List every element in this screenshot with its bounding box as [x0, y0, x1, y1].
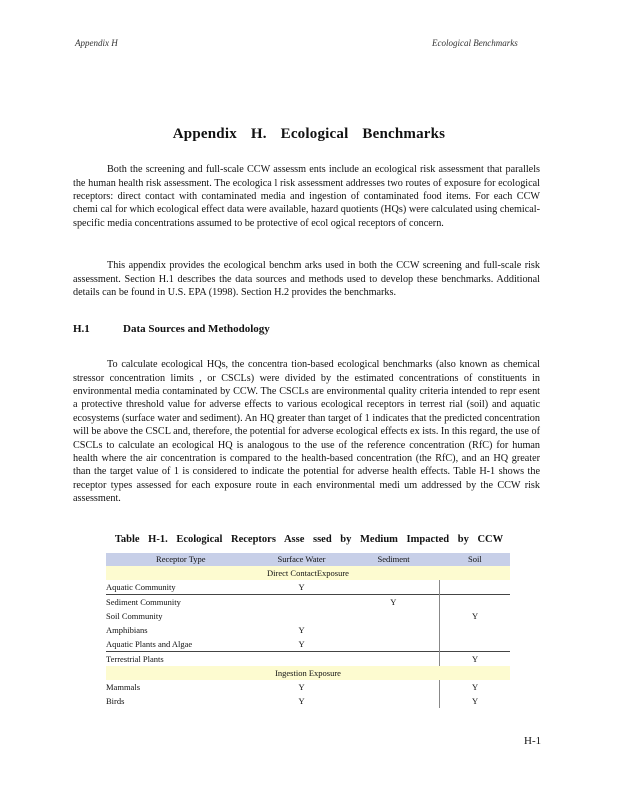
surface-water-cell: [256, 595, 348, 610]
surface-water-cell: [256, 652, 348, 667]
table-row: [106, 595, 510, 610]
sediment-cell: [347, 694, 439, 708]
soil-cell: Y: [440, 680, 510, 694]
running-header-right: Ecological Benchmarks: [432, 38, 518, 48]
sediment-cell: Y: [347, 595, 439, 610]
receptor-table: [106, 553, 510, 708]
table-row: [106, 580, 510, 595]
soil-cell: [440, 637, 510, 652]
table-row: [106, 623, 510, 637]
group-row: [106, 566, 510, 580]
table-row: [106, 680, 510, 694]
sediment-cell: [347, 680, 439, 694]
table-row: [106, 609, 510, 623]
soil-cell: Y: [440, 652, 510, 667]
methodology-paragraph: To calculate ecological HQs, the concentra tion-based ecological benchmarks (also known as chemical stressor concentration limits , or CSCLs) were divided by the estimated concentrations of constituents in environmental media contaminated by CCW. The CSCLs are environmental quality criteria intended to repr esent a protective threshold value for adverse effects to various ecological receptors in terrest rial (soil) and aquatic ecosystems (surface water and sediment). An HQ greater than target of 1 indicates that the predicted concentration will be above the CSCL and, therefore, the potential for adverse ecological effects ex ists. In this regard, the use of CSCLs to calculate an ecological HQ is analogous to the use of the reference concentration (RfC) for human health where the air concentration is compared to the health-based concentration (the RfC), and an HQ greater than the target value of 1 is considered to indicate the potential for adverse health effects. Table H-1 shows the receptor types assessed for each exposure route in each environmental medi um addressed by the CCW risk assessment.: [73, 359, 540, 505]
sediment-cell: [347, 637, 439, 652]
sediment-cell: [347, 652, 439, 667]
receptor-name: Aquatic Plants and Algae: [106, 639, 193, 649]
column-header: Surface Water: [256, 553, 348, 566]
surface-water-cell: Y: [298, 582, 305, 592]
column-header: Sediment: [347, 553, 439, 566]
sediment-cell: [347, 580, 439, 595]
section-title: Data Sources and Methodology: [123, 323, 270, 335]
table-row: [106, 637, 510, 652]
scope-paragraph: This appendix provides the ecological benchm arks used in both the CCW screening and full-scale risk assessment. Section H.1 describes the data sources and methods used to develop these benchmarks. Additional details can be found in U.S. EPA (1998). Section H.2 provides the benchmarks.: [73, 260, 540, 298]
table-row: [106, 652, 510, 667]
receptor-name: Birds: [106, 696, 125, 706]
soil-cell: Y: [440, 694, 510, 708]
receptor-name: Amphibians: [106, 625, 148, 635]
intro-paragraph: Both the screening and full-scale CCW assessm ents include an ecological risk assessment that parallels the human health risk assessment. The ecologica l risk assessment addresses two routes of exposure for ecological receptors: direct contact with contaminated media and ingestion of contaminated food items. For each CCW chemi cal for which ecological effect data were available, hazard quotients (HQs) were calculated using chemical-specific media concentrations assumed to be protective of ecol ogical receptors of concern.: [73, 164, 540, 229]
group-label: Ingestion Exposure: [106, 666, 510, 680]
surface-water-cell: Y: [298, 696, 305, 706]
receptor-name: Soil Community: [106, 611, 163, 621]
receptor-name: Mammals: [106, 682, 140, 692]
group-row: [106, 666, 510, 680]
page-number: H-1: [524, 735, 542, 747]
soil-cell: Y: [440, 609, 510, 623]
group-label: Direct ContactExposure: [106, 566, 510, 580]
surface-water-cell: [256, 609, 348, 623]
section-heading: [73, 323, 270, 335]
receptor-name: Terrestrial Plants: [106, 652, 256, 667]
surface-water-cell: Y: [298, 625, 305, 635]
soil-cell: [440, 595, 510, 610]
soil-cell: [440, 580, 510, 595]
surface-water-cell: Y: [298, 639, 305, 649]
surface-water-cell: Y: [298, 682, 305, 692]
table-row: [106, 694, 510, 708]
running-header-left: Appendix H: [75, 38, 118, 48]
receptor-name: Sediment Community: [106, 595, 256, 610]
sediment-cell: [347, 609, 439, 623]
sediment-cell: [347, 623, 439, 637]
column-header: Soil: [440, 553, 510, 566]
column-header: Receptor Type: [106, 553, 256, 566]
receptor-name: Aquatic Community: [106, 582, 176, 592]
soil-cell: [440, 623, 510, 637]
table-caption: Table H-1. Ecological Receptors Asse ssed by Medium Impacted by CCW: [114, 534, 504, 545]
table-header-row: [106, 553, 510, 566]
section-number: H.1: [73, 323, 90, 335]
page-title: Appendix H. Ecological Benchmarks: [172, 126, 446, 142]
